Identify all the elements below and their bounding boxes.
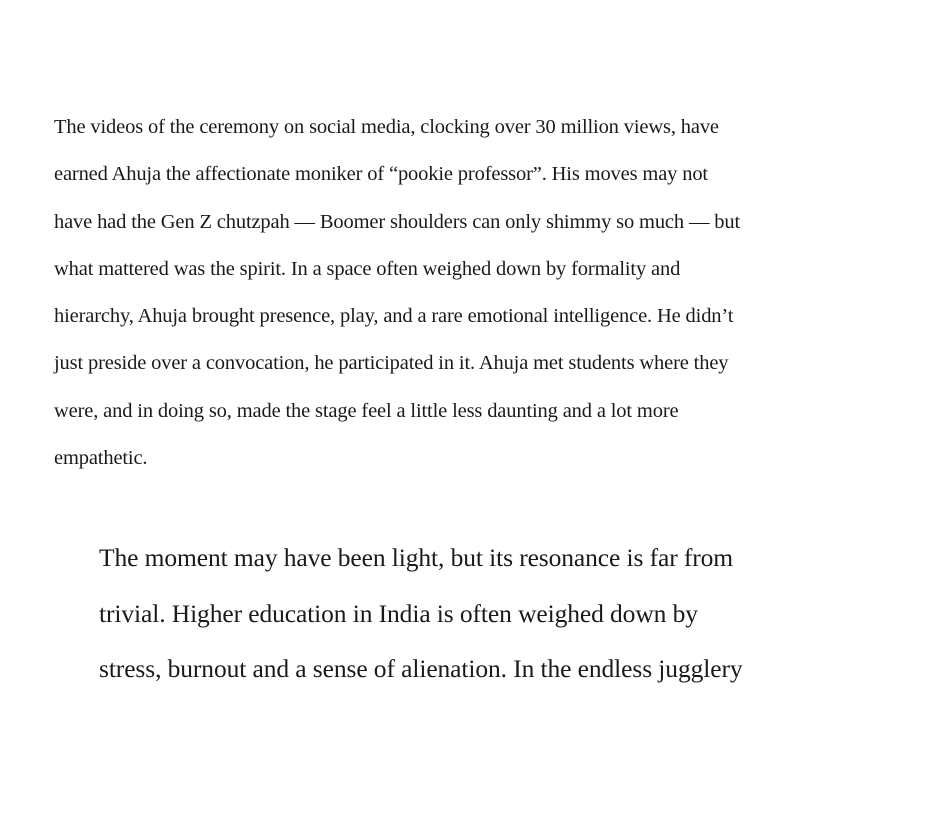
text-line: stress, burnout and a sense of alienation. In the endless jugglery	[99, 654, 743, 684]
text-line: earned Ahuja the affectionate moniker of “pookie professor”. His moves may not	[54, 163, 708, 186]
text-line: have had the Gen Z chutzpah — Boomer shoulders can only shimmy so much — but	[54, 210, 741, 233]
paragraph-convocation-videos	[54, 104, 874, 482]
text-line: The videos of the ceremony on social media, clocking over 30 million views, have	[54, 116, 719, 138]
text-line: The moment may have been light, but its resonance is far from	[99, 543, 734, 572]
paragraph-resonance-quote	[99, 530, 829, 697]
text-line: what mattered was the spirit. In a space often weighed down by formality and	[54, 257, 681, 280]
text-line: just preside over a convocation, he participated in it. Ahuja met students where they	[54, 352, 729, 375]
text-line: were, and in doing so, made the stage feel a little less daunting and a lot more	[54, 399, 679, 422]
text-line: empathetic.	[54, 447, 148, 470]
text-line: hierarchy, Ahuja brought presence, play, and a rare emotional intelligence. He didn’t	[54, 305, 734, 328]
text-line: trivial. Higher education in India is often weighed down by	[99, 598, 698, 628]
